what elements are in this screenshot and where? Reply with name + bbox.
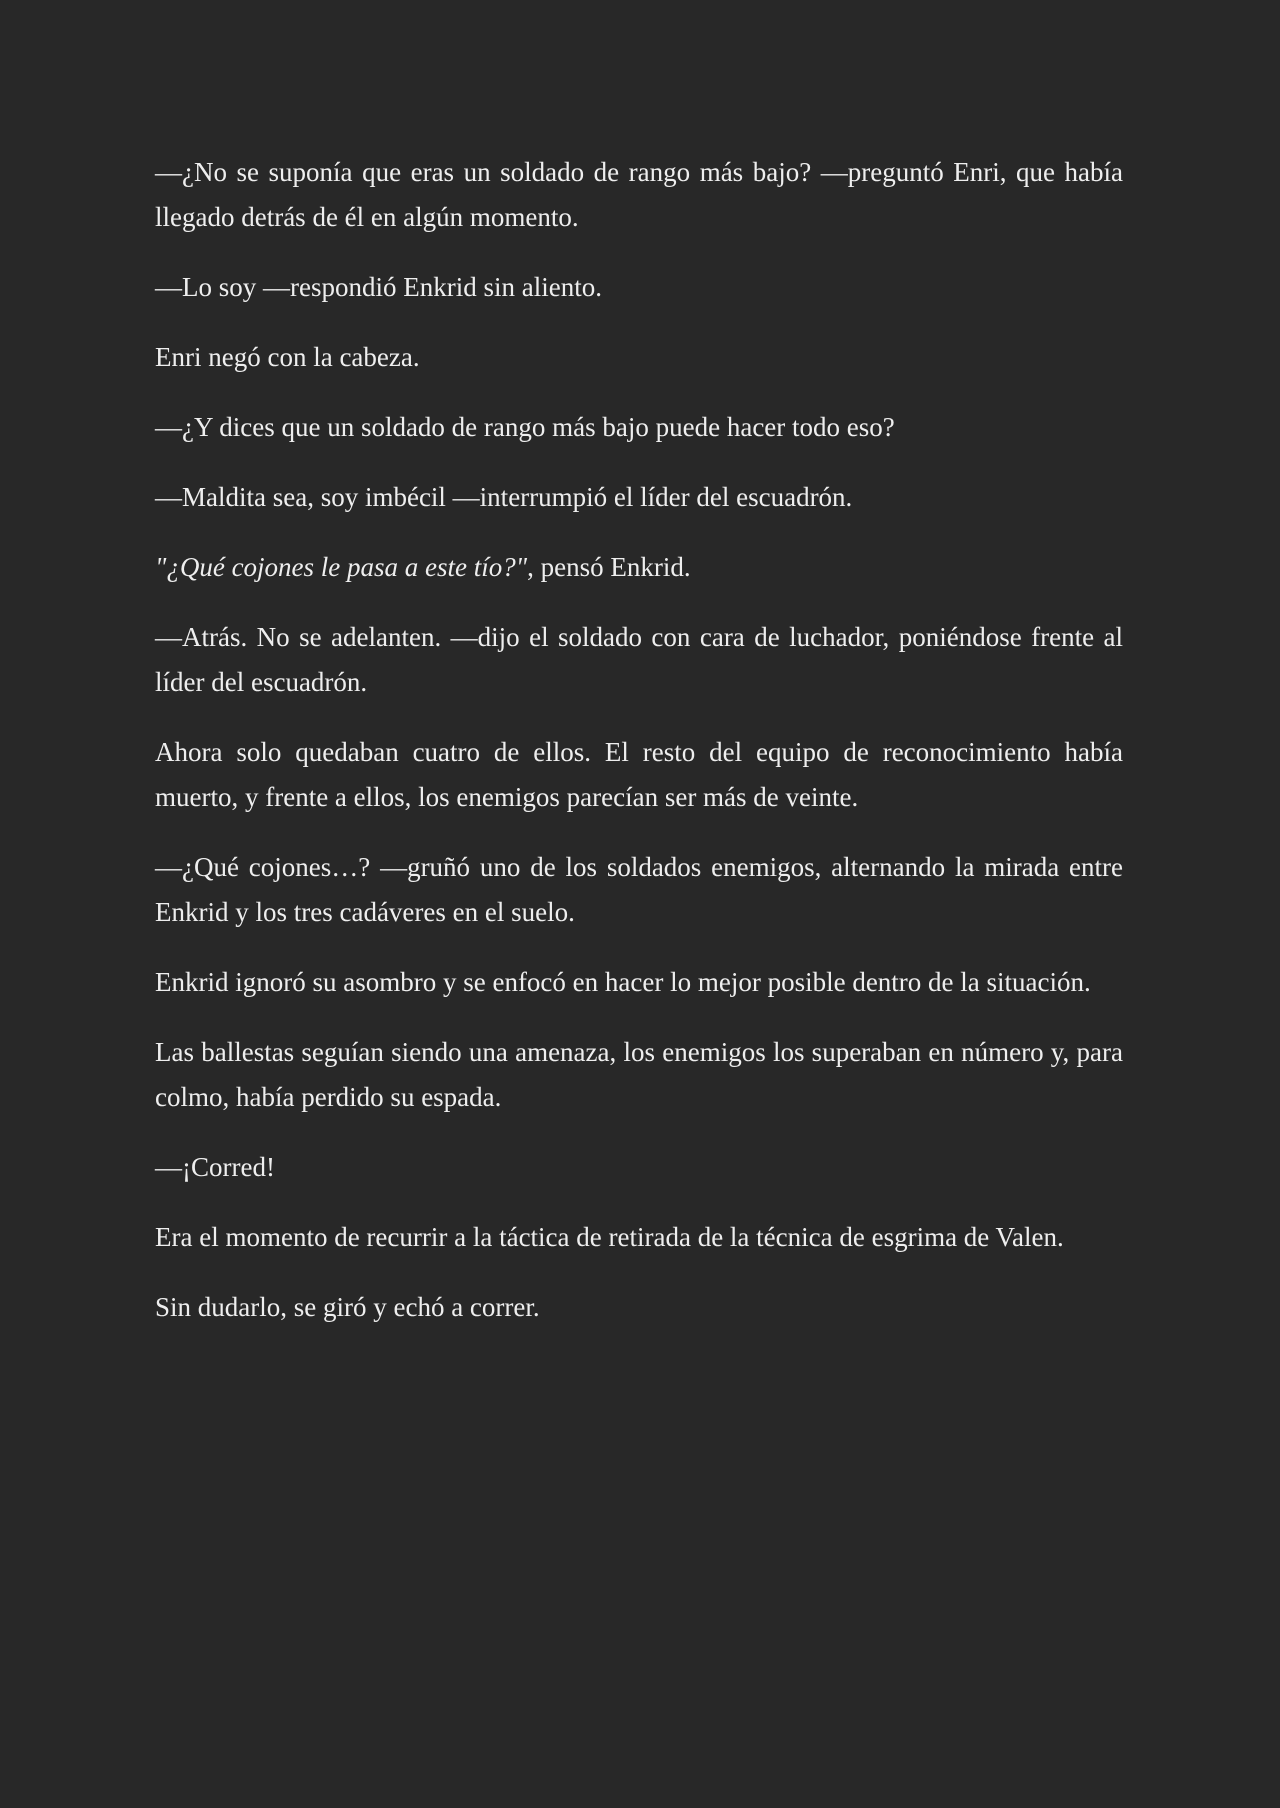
paragraph-7: —Atrás. No se adelanten. —dijo el soldado con cara de luchador, poniéndose frente al líder del escuadrón. (155, 622, 1123, 697)
paragraph-13: Era el momento de recurrir a la táctica de retirada de la técnica de esgrima de Valen. (155, 1222, 1064, 1252)
paragraph-9: —¿Qué cojones…? —gruñó uno de los soldados enemigos, alternando la mirada entre Enkrid y los tres cadáveres en el suelo. (155, 852, 1123, 927)
paragraph-3: Enri negó con la cabeza. (155, 342, 420, 372)
paragraph-5: —Maldita sea, soy imbécil —interrumpió el líder del escuadrón. (155, 482, 853, 512)
paragraph-14: Sin dudarlo, se giró y echó a correr. (155, 1292, 540, 1322)
paragraph-10: Enkrid ignoró su asombro y se enfocó en hacer lo mejor posible dentro de la situación. (155, 967, 1091, 997)
reading-page (155, 150, 1123, 1355)
paragraph-6 (155, 545, 1123, 590)
paragraph-6-rest: , pensó Enkrid. (527, 552, 691, 582)
paragraph-8: Ahora solo quedaban cuatro de ellos. El resto del equipo de reconocimiento había muerto, y frente a ellos, los enemigos parecían ser más de veinte. (155, 737, 1123, 812)
paragraph-1: —¿No se suponía que eras un soldado de rango más bajo? —preguntó Enri, que había llegado detrás de él en algún momento. (155, 157, 1123, 232)
paragraph-11: Las ballestas seguían siendo una amenaza, los enemigos los superaban en número y, para colmo, había perdido su espada. (155, 1037, 1123, 1112)
paragraph-4: —¿Y dices que un soldado de rango más bajo puede hacer todo eso? (155, 412, 895, 442)
paragraph-2: —Lo soy —respondió Enkrid sin aliento. (155, 272, 602, 302)
paragraph-12: —¡Corred! (155, 1152, 275, 1182)
inner-thought: "¿Qué cojones le pasa a este tío?" (155, 552, 528, 582)
